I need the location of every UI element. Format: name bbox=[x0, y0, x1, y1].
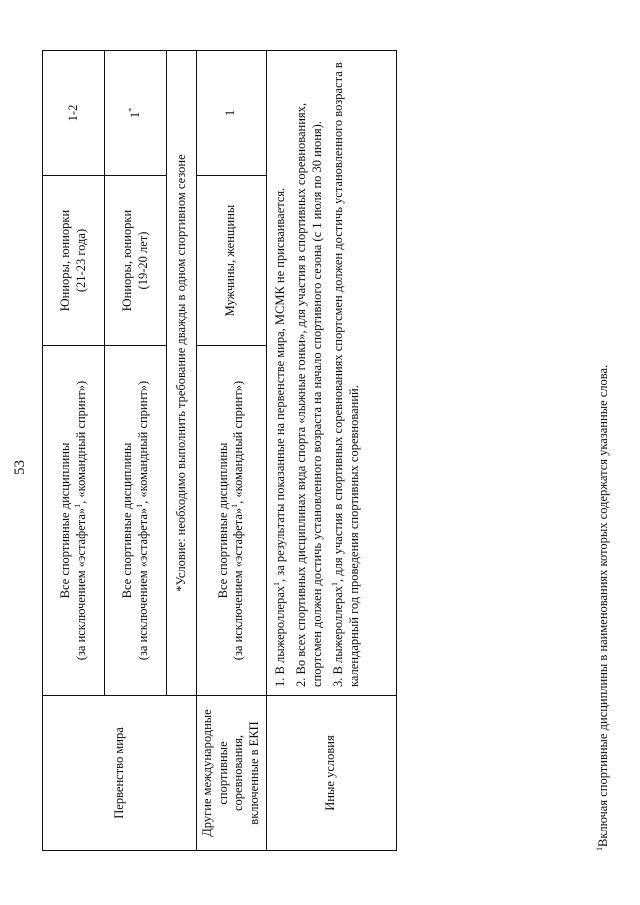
place-cell: 1-2 bbox=[43, 51, 105, 176]
age-group-cell: Мужчины, женщины bbox=[197, 176, 267, 346]
other-conditions-label: Иные условия bbox=[266, 696, 396, 851]
condition-item: 3. В лыжероллерах$^1$, для участия в спортивных соревнованиях спортсмен должен достичь установленного возраста в календарный год проведения спортивных соревнований. bbox=[330, 62, 361, 687]
footnote: $^1$Включая спортивные дисциплины в наименованиях которых содержатся указанные слова. bbox=[594, 364, 610, 851]
age-group-cell: Юниоры, юниорки (19-20 лет) bbox=[105, 176, 167, 346]
other-conditions-text bbox=[266, 51, 396, 696]
disciplines-cell: Все спортивные дисциплины (за исключением «эстафета»$^1$, «командный спринт») bbox=[43, 346, 105, 696]
condition-item: 2. Во всех спортивных дисциплинах вида спорта «лыжные гонки», для участия в спортивных соревнованиях, спортсмен должен достичь установленного возраста на начало спортивного сезона (с 1 июля по 30 июня). bbox=[294, 102, 324, 687]
condition-item: 1. В лыжероллерах$^1$, за результаты показанные на первенстве мира, МСМК не присваивается. bbox=[271, 187, 287, 687]
condition-note: *Условие: необходимо выполнить требование дважды в одном спортивном сезоне bbox=[167, 51, 197, 696]
place-cell: 1* bbox=[105, 51, 167, 176]
competition-label-world: Первенство мира bbox=[43, 696, 197, 851]
place-cell: 1 bbox=[197, 51, 267, 176]
page-number: 53 bbox=[12, 460, 28, 475]
age-group-cell: Юниоры, юниорки (21-23 года) bbox=[43, 176, 105, 346]
table-row bbox=[43, 51, 105, 851]
competition-label-other-international: Другие международные спортивные соревнования, включенные в ЕКП bbox=[197, 696, 267, 851]
disciplines-cell: Все спортивные дисциплины (за исключением «эстафета»$^1$, «командный спринт») bbox=[105, 346, 167, 696]
table-row bbox=[266, 51, 396, 851]
disciplines-cell: Все спортивные дисциплины (за исключением «эстафета»$^1$, «командный спринт») bbox=[197, 346, 267, 696]
qualification-table bbox=[42, 50, 397, 851]
table-row bbox=[197, 51, 267, 851]
